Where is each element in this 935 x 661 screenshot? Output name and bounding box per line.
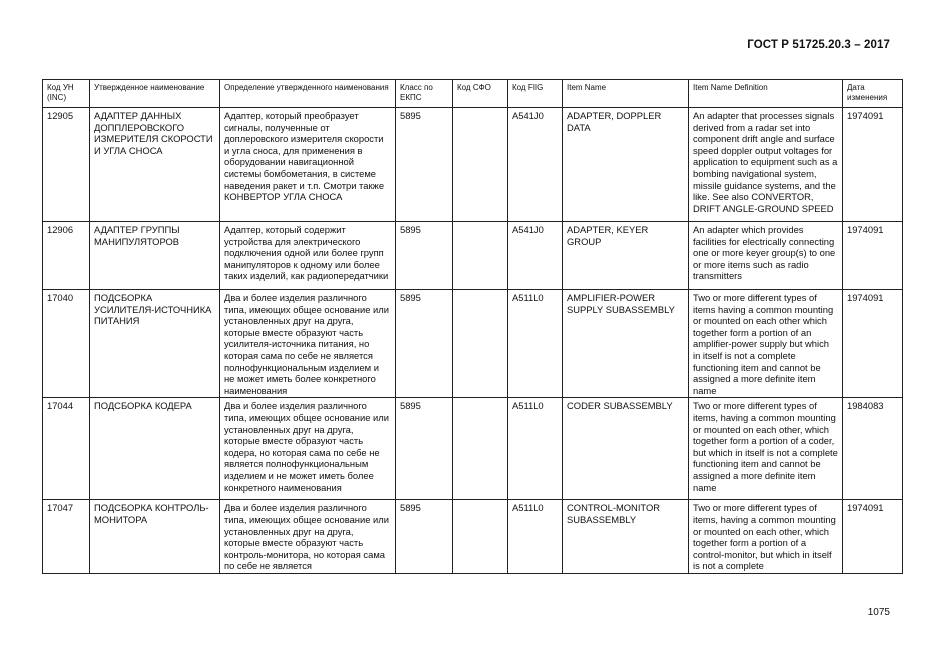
cell-approved-name: ПОДСБОРКА КОДЕРА: [90, 398, 220, 500]
col-header-sfo: Код СФО: [453, 80, 508, 108]
cell-sfo: [453, 290, 508, 398]
cell-approved-name: ПОДСБОРКА УСИЛИТЕЛЯ-ИСТОЧНИКА ПИТАНИЯ: [90, 290, 220, 398]
cell-change-date: 1974091: [843, 222, 903, 290]
cell-approved-name: ПОДСБОРКА КОНТРОЛЬ-МОНИТОРА: [90, 500, 220, 574]
cell-item-name: CODER SUBASSEMBLY: [563, 398, 689, 500]
cell-item-name-definition: Two or more different types of items, having a common mounting or mounted on each other, which together form a portion of a coder, but which in itself is not a complete functioning item and cannot be assigned a more definite item name: [689, 398, 843, 500]
cell-approved-name: АДАПТЕР ГРУППЫ МАНИПУЛЯТОРОВ: [90, 222, 220, 290]
cell-fiig: A541J0: [508, 222, 563, 290]
cell-inc: 12905: [43, 108, 90, 222]
col-header-class: Класс по ЕКПС: [396, 80, 453, 108]
cell-definition: Два и более изделия различного типа, имеющих общее основание или установленных друг на друга, которые вместе образуют часть кодера, но которая сама по себе не является полнофункциональным изделием и не может иметь более конкретного наименования: [220, 398, 396, 500]
cell-change-date: 1974091: [843, 500, 903, 574]
table-row: [43, 290, 903, 398]
cell-fiig: A541J0: [508, 108, 563, 222]
cell-definition: Адаптер, который преобразует сигналы, полученные от доплеровского измерителя скорости и угла сноса, для применения в оборудовании навигационной системы бомбометания, в системе наведения ракет и т.п. Смотри также КОНВЕРТОР УГЛА СНОСА: [220, 108, 396, 222]
cell-class: 5895: [396, 108, 453, 222]
cell-class: 5895: [396, 500, 453, 574]
table-row: [43, 108, 903, 222]
cell-change-date: 1984083: [843, 398, 903, 500]
cell-item-name-definition: Two or more different types of items having a common mounting or mounted on each other which together form a portion of an amplifier-power supply but which in itself is not a complete functioning item and cannot be assigned a more definite item name: [689, 290, 843, 398]
page-number: 1075: [867, 607, 890, 618]
cell-inc: 17040: [43, 290, 90, 398]
cell-item-name: ADAPTER, KEYER GROUP: [563, 222, 689, 290]
col-header-definition: Определение утвержденного наименования: [220, 80, 396, 108]
cell-item-name-definition: An adapter that processes signals derived from a radar set into component drift angle and surface speed doppler output voltages for application to equipment such as a bombing navigational system, missile guidance systems, and the like. See also CONVERTOR, DRIFT ANGLE-GROUND SPEED: [689, 108, 843, 222]
cell-class: 5895: [396, 222, 453, 290]
col-header-item-name-definition: Item Name Definition: [689, 80, 843, 108]
document-code: ГОСТ Р 51725.20.3 – 2017: [747, 39, 890, 51]
cell-approved-name: АДАПТЕР ДАННЫХ ДОППЛЕРОВСКОГО ИЗМЕРИТЕЛЯ СКОРОСТИ И УГЛА СНОСА: [90, 108, 220, 222]
table-row: [43, 398, 903, 500]
cell-fiig: A511L0: [508, 290, 563, 398]
cell-definition: Два и более изделия различного типа, имеющих общее основание или установленных друг на друга, которые вместе образуют часть усилителя-источника питания, но которая сама по себе не является полнофункциональным изделием и не может иметь более конкретного наименования: [220, 290, 396, 398]
col-header-item-name: Item Name: [563, 80, 689, 108]
cell-sfo: [453, 108, 508, 222]
table-header-row: [43, 80, 903, 108]
cell-item-name: AMPLIFIER-POWER SUPPLY SUBASSEMBLY: [563, 290, 689, 398]
cell-change-date: 1974091: [843, 290, 903, 398]
cell-class: 5895: [396, 398, 453, 500]
cell-fiig: A511L0: [508, 500, 563, 574]
cell-inc: 17044: [43, 398, 90, 500]
cell-definition: Два и более изделия различного типа, имеющих общее основание или установленных друг на друга, которые вместе образуют часть контроль-монитора, но которая сама по себе не является: [220, 500, 396, 574]
cell-definition: Адаптер, который содержит устройства для электрического подключения одной или более групп манипуляторов к одному или более таких изделий, как радиопередатчики: [220, 222, 396, 290]
cell-change-date: 1974091: [843, 108, 903, 222]
cell-class: 5895: [396, 290, 453, 398]
cell-fiig: A511L0: [508, 398, 563, 500]
cell-item-name-definition: Two or more different types of items, having a common mounting or mounted on each other, which together form a portion of a control-monitor, but which in itself is not a complete: [689, 500, 843, 574]
table-row: [43, 500, 903, 574]
cell-inc: 17047: [43, 500, 90, 574]
cell-item-name: CONTROL-MONITOR SUBASSEMBLY: [563, 500, 689, 574]
item-name-table: [42, 79, 903, 574]
col-header-change-date: Дата изменения: [843, 80, 903, 108]
cell-sfo: [453, 222, 508, 290]
cell-item-name: ADAPTER, DOPPLER DATA: [563, 108, 689, 222]
cell-item-name-definition: An adapter which provides facilities for electrically connecting one or more keyer group(s) to one or more items such as radio transmitters: [689, 222, 843, 290]
cell-sfo: [453, 398, 508, 500]
col-header-inc: Код УН (INC): [43, 80, 90, 108]
cell-inc: 12906: [43, 222, 90, 290]
col-header-fiig: Код FIIG: [508, 80, 563, 108]
cell-sfo: [453, 500, 508, 574]
table-row: [43, 222, 903, 290]
col-header-approved-name: Утвержденное наименование: [90, 80, 220, 108]
